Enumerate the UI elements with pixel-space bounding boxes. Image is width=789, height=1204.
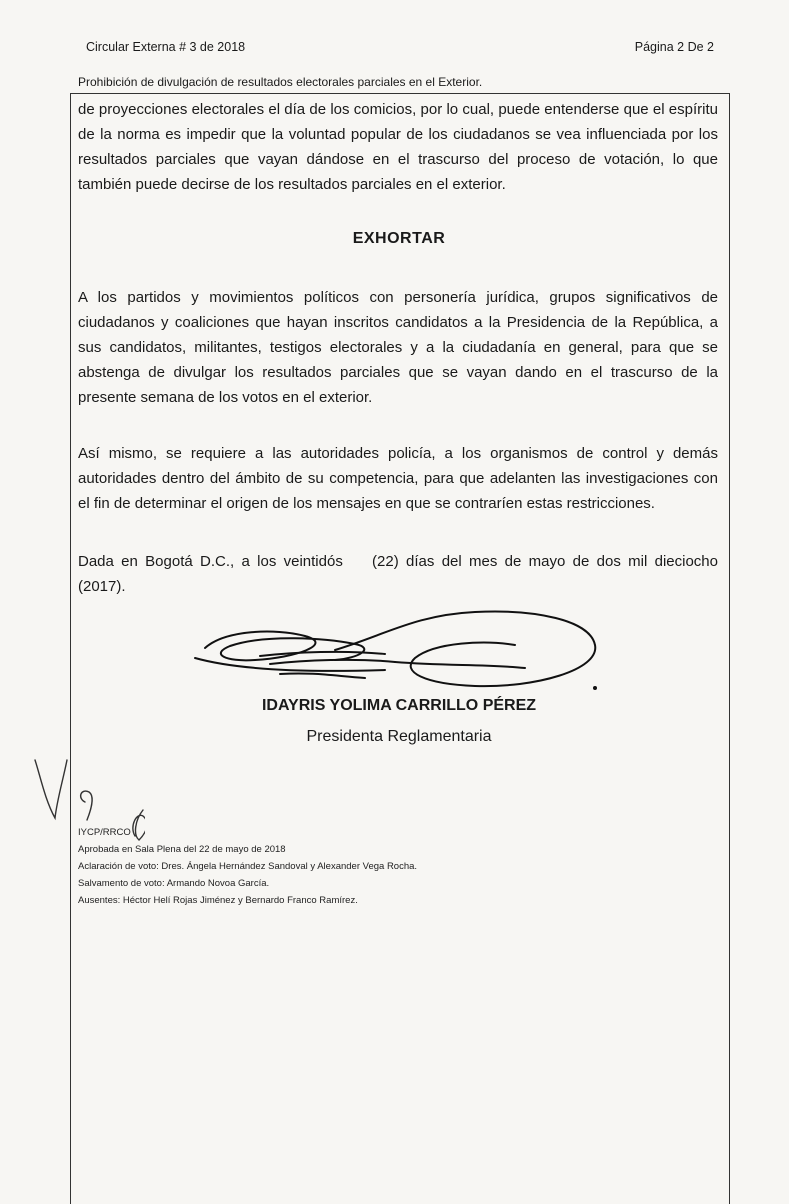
exhort-line: A los partidos y movimientos políticos con personería jurídica, grupos significativos de [78,289,718,306]
date-line: Dada en Bogotá D.C., a los veintidós (22) días del mes de mayo de dos mil dieciocho [78,553,718,570]
authorities-paragraph [78,441,718,516]
exhort-line: presente semana de los votos en el exterior. [78,389,373,406]
authorities-line: el fin de determinar el origen de los mensajes en que se contraríen estas restricciones. [78,495,655,512]
authorities-line: Así mismo, se requiere a las autoridades policía, a los organismos de control y demás [78,445,718,462]
page-number: Página 2 De 2 [634,40,714,54]
exhort-paragraph [78,285,718,410]
date-line: (2017). [78,578,126,595]
intro-paragraph [78,97,718,197]
intro-line: resultados parciales que vayan dándose en el trascurso del proceso de votación, lo que [78,151,718,168]
date-paragraph [78,549,718,599]
initials-line: IYCP/RRCO [78,827,131,838]
exhort-line: abstenga de divulgar los resultados parciales que se vayan dando en el trascurso de la [78,364,718,381]
dissent-line: Salvamento de voto: Armando Novoa García. [78,878,270,889]
absent-line: Ausentes: Héctor Helí Rojas Jiménez y Bernardo Franco Ramírez. [78,895,358,906]
handwritten-signature [185,600,625,710]
circular-reference: Circular Externa # 3 de 2018 [86,40,246,54]
document-subject: Prohibición de divulgación de resultados electorales parciales en el Exterior. [78,75,483,89]
signer-title: Presidenta Reglamentaria [306,728,492,745]
intro-line: de la norma es impedir que la voluntad popular de los ciudadanos se vea influenciada por los [78,126,718,143]
exhort-line: sus candidatos, militantes, testigos electorales y a la ciudadanía en general, para que se [78,339,718,356]
authorities-line: autoridades dentro del ámbito de su competencia, para que adelanten las investigaciones con [78,470,718,487]
intro-line: también puede decirse de los resultados parciales en el exterior. [78,176,506,193]
signer-name: IDAYRIS YOLIMA CARRILLO PÉREZ [261,697,537,714]
exhort-line: ciudadanos y coaliciones que hayan inscritos candidatos a la Presidencia de la República, a [78,314,718,331]
approval-line: Aprobada en Sala Plena del 22 de mayo de 2018 [78,844,286,855]
section-heading: EXHORTAR [352,230,446,247]
approval-notes [78,824,417,909]
clarification-line: Aclaración de voto: Dres. Ángela Hernández Sandoval y Alexander Vega Rocha. [78,861,418,872]
intro-line: de proyecciones electorales el día de los comicios, por lo cual, puede entenderse que el espíritu [78,101,718,118]
